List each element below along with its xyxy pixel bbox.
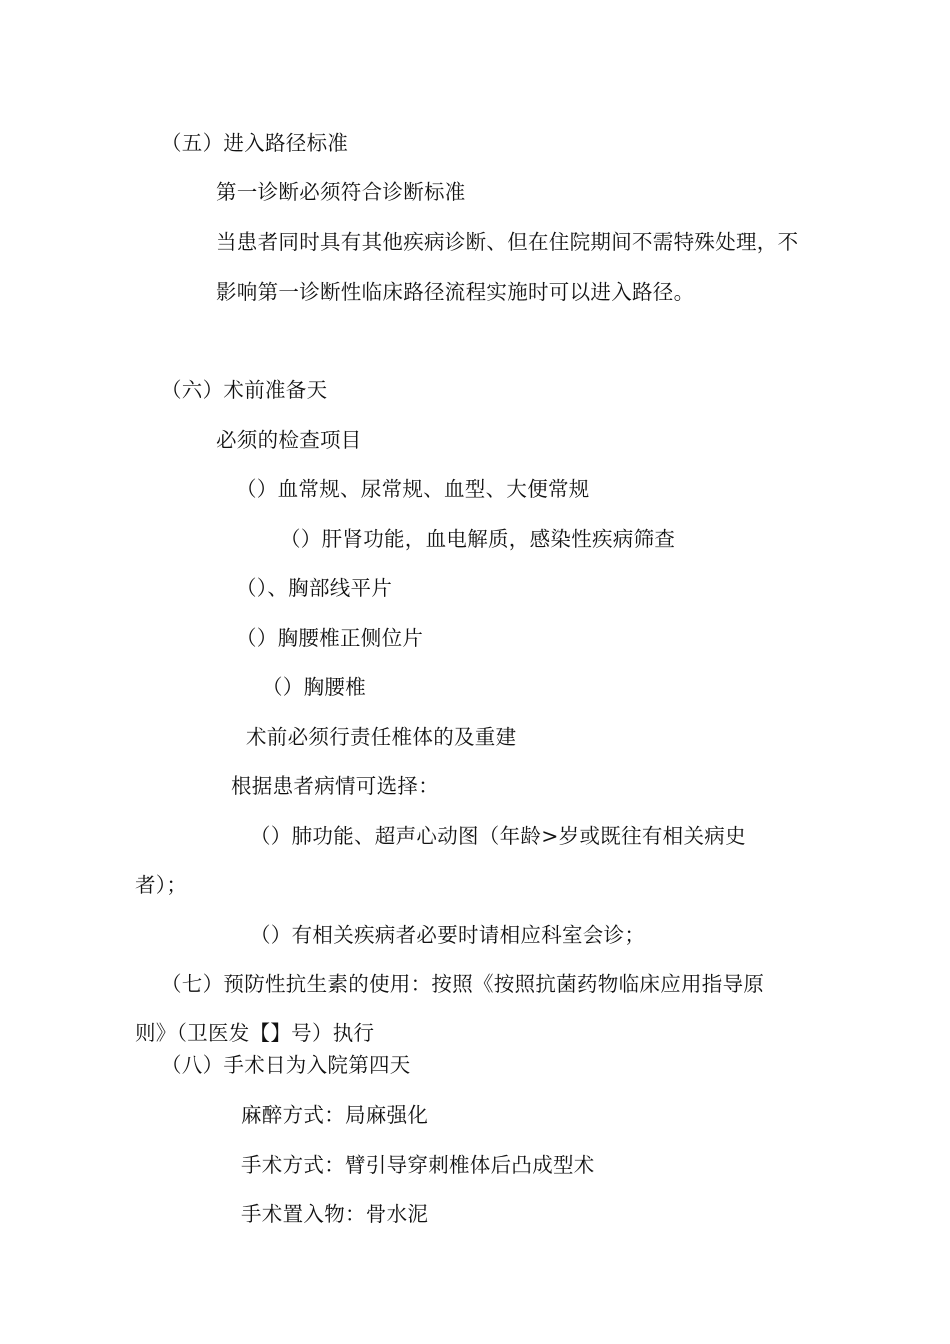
list-item: （）胸腰椎 xyxy=(262,675,366,699)
text-line: 术前必须行责任椎体的及重建 xyxy=(246,725,517,749)
section-7-heading: （七）预防性抗生素的使用：按照《按照抗菌药物临床应用指导原 xyxy=(161,972,765,996)
text-line: 麻醉方式：局麻强化 xyxy=(241,1103,429,1127)
text-line: 当患者同时具有其他疾病诊断、但在住院期间不需特殊处理，不 xyxy=(216,230,799,254)
text-line: 手术方式：臂引导穿刺椎体后凸成型术 xyxy=(241,1153,595,1177)
text-line: 第一诊断必须符合诊断标准 xyxy=(216,180,466,204)
list-item: （）肝肾功能，血电解质，感染性疾病筛查 xyxy=(280,527,676,551)
list-item: （）有相关疾病者必要时请相应科室会诊； xyxy=(250,923,646,947)
list-item: （）肺功能、超声心动图（年龄>岁或既往有相关病史 xyxy=(250,824,746,848)
text-line: 必须的检查项目 xyxy=(216,428,362,452)
list-item: （）、胸部线平片 xyxy=(236,576,393,600)
list-item: （）胸腰椎正侧位片 xyxy=(236,626,424,650)
text-line: 影响第一诊断性临床路径流程实施时可以进入路径。 xyxy=(216,280,695,304)
section-8-heading: （八）手术日为入院第四天 xyxy=(161,1053,411,1077)
text-line: 手术置入物：骨水泥 xyxy=(241,1202,429,1226)
list-item: （）血常规、尿常规、血型、大便常规 xyxy=(236,477,590,501)
section-6-heading: （六）术前准备天 xyxy=(161,378,328,402)
text-line: 则》（卫医发【】号）执行 xyxy=(135,1021,375,1045)
text-line: 者）； xyxy=(135,873,188,897)
section-5-heading: （五）进入路径标准 xyxy=(161,131,349,155)
text-line: 根据患者病情可选择： xyxy=(231,774,439,798)
